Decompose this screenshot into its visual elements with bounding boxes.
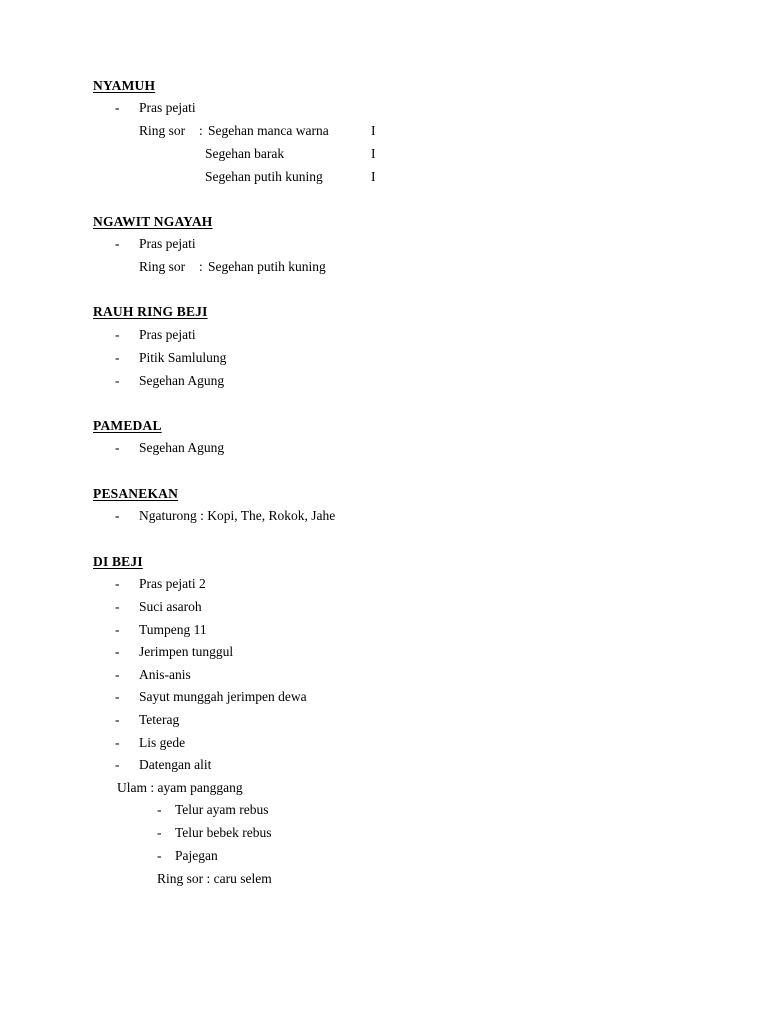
- list-item: Datengan alit: [139, 757, 212, 772]
- bullet-dash: -: [115, 236, 120, 251]
- bullet-dash: -: [115, 757, 120, 772]
- ring-sor-entry: Segehan putih kuning: [208, 259, 326, 274]
- bullet-dash: -: [115, 373, 120, 388]
- section-heading-pesanekan: PESANEKAN: [93, 486, 179, 501]
- list-item: Suci asaroh: [139, 599, 202, 614]
- ring-sor-entry: Segehan putih kuning: [205, 169, 323, 184]
- bullet-dash: -: [115, 622, 120, 637]
- list-item: Pras pejati: [139, 100, 196, 115]
- bullet-dash: -: [115, 689, 120, 704]
- list-item: Teterag: [139, 712, 180, 727]
- ring-sor-qty: I: [371, 123, 376, 138]
- section-heading-rauh-ring-beji: RAUH RING BEJI: [93, 304, 208, 319]
- list-item: Anis-anis: [139, 667, 191, 682]
- list-item: Segehan Agung: [139, 440, 225, 455]
- bullet-dash: -: [115, 576, 120, 591]
- section-heading-ngawit-ngayah: NGAWIT NGAYAH: [93, 214, 213, 229]
- ulam-line: Ulam : ayam panggang: [117, 780, 243, 795]
- bullet-dash: -: [157, 802, 162, 817]
- bullet-dash: -: [115, 599, 120, 614]
- list-item: Jerimpen tunggul: [139, 644, 234, 659]
- list-item: Pras pejati: [139, 327, 196, 342]
- ring-sor-line: Ring sor : caru selem: [157, 871, 272, 886]
- ring-sor-entry: Segehan manca warna: [208, 123, 329, 138]
- list-item: Tumpeng 11: [139, 622, 207, 637]
- ulam-item: Telur ayam rebus: [175, 802, 269, 817]
- list-item: Segehan Agung: [139, 373, 225, 388]
- bullet-dash: -: [157, 825, 162, 840]
- ring-sor-separator: :: [199, 259, 203, 274]
- ring-sor-label: Ring sor: [139, 123, 186, 138]
- ring-sor-qty: I: [371, 146, 376, 161]
- list-item: Sayut munggah jerimpen dewa: [139, 689, 307, 704]
- bullet-dash: -: [115, 644, 120, 659]
- list-item: Pras pejati 2: [139, 576, 206, 591]
- list-item: Ngaturong : Kopi, The, Rokok, Jahe: [139, 508, 336, 523]
- list-item: Pras pejati: [139, 236, 196, 251]
- ring-sor-entry: Segehan barak: [205, 146, 285, 161]
- ring-sor-separator: :: [199, 123, 203, 138]
- list-item: Lis gede: [139, 735, 186, 750]
- section-heading-nyamuh: NYAMUH: [93, 78, 156, 93]
- bullet-dash: -: [115, 667, 120, 682]
- bullet-dash: -: [115, 350, 120, 365]
- ring-sor-label: Ring sor: [139, 259, 186, 274]
- ulam-item: Pajegan: [175, 848, 218, 863]
- bullet-dash: -: [157, 848, 162, 863]
- ulam-item: Telur bebek rebus: [175, 825, 272, 840]
- list-item: Pitik Samlulung: [139, 350, 227, 365]
- bullet-dash: -: [115, 508, 120, 523]
- section-heading-di-beji: DI BEJI: [93, 554, 143, 569]
- bullet-dash: -: [115, 440, 120, 455]
- bullet-dash: -: [115, 735, 120, 750]
- bullet-dash: -: [115, 712, 120, 727]
- ring-sor-qty: I: [371, 169, 376, 184]
- bullet-dash: -: [115, 327, 120, 342]
- section-heading-pamedal: PAMEDAL: [93, 418, 162, 433]
- bullet-dash: -: [115, 100, 120, 115]
